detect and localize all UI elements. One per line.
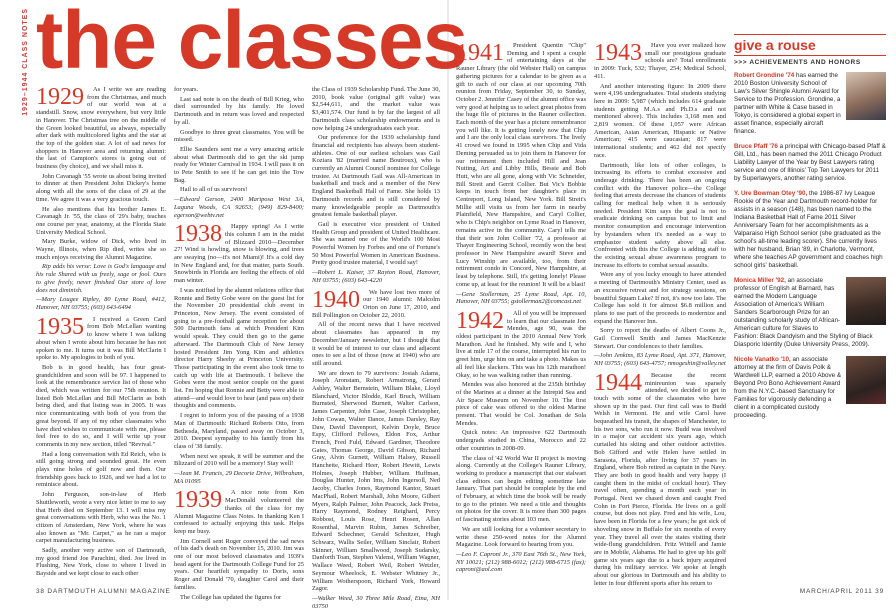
class-1935-text3: Had a long conversation with Ed Reich, who is still going strong and sounded great. He even plays nine holes of golf now and then. Our friendship goes back to 1926, and we had a lot to reminisce about. <box>36 450 166 489</box>
col5-text2: And another interesting figure: In 2009 there were 4,196 undergraduates. Total students studying here in 2009: 5,987 (which includes 614 graduate students getting M.A.s and Ph.D.s and not mentioned above). This includes 3,168 men and 2,819 women. Of these 1,057 were African American, Asian American, Hispanic or Native American; 415 were caucasian; 817 were international students; and 462 did not specify race. <box>594 82 726 159</box>
achievement-text: has earned the 2010 Boston University School of Law's Silver Shingle Alumni Award for Service to the Profession. Grondine, a partner with White & Case based in Tokyo, is considered a global expert in asset finance, especially aircraft finance. <box>734 72 841 135</box>
col3-signature2: —Walker Weed, 30 Three Mile Road, Etna, NH 03750 <box>312 595 440 610</box>
class-1935-text: I received a Green Card from Bob McLellan wanting to know where I was talking about when I wrote about him because he has not spoken to me. It turns out it was Bill McClarin I spoke to. My apologies to both of you. <box>36 315 166 362</box>
col3-text4: We have lost two more of our 1940 alumni: Malcolm Orton on June 17, 2010, and Bill Pollington on October 22, 2010. <box>312 288 440 319</box>
achievement-entry <box>734 190 886 270</box>
achievements-sidebar <box>734 34 886 574</box>
col2-signature2: —Jean M. Francis, 29 Decorie Drive, Wilbraham, MA 01095 <box>174 470 304 485</box>
col3-signature: —Robert L. Kaiser, 37 Rayton Road, Hanover, NH 03755; (603) 643-4220 <box>312 269 440 284</box>
class-1929-poem: Rip adds his verse: Love is God's language and his rule Shared with us freely, sage or fool. Ours to give freely, never finished Our store of love does not diminish. <box>36 263 166 294</box>
column-5 <box>594 40 726 587</box>
col5-text4: Were any of you lucky enough to have attended a meeting of Dartmouth's Ministry Center, used as an excessive retreat and for strategy sessions, on beautiful Squam Lake? If not, it's now too late. The College has sold it for almost $6.8 million and plans to use part of the proceeds to modernize and expand the Hanover Inn. <box>594 271 726 325</box>
folio-left: 38 DARTMOUTH ALUMNI MAGAZINE <box>36 588 171 595</box>
col2-text12: The College has updated the figures for <box>180 593 282 601</box>
col2-text4: Ellie Saunders sent me a very amazing article about what Dartmouth did to get the ski jump ready for Winter Carnival in 1934. I will pass it on to Pete Smith to see if he can get into the Tow Bag. <box>174 145 304 184</box>
col2-text8: I regret to inform you of the passing of a 1938 Man of Dartmouth: Richard Roberts Otto, from Bethesda, Maryland, passed away on October 3, 2010. Deepest sympathy to his family from his class of '38 family. <box>174 412 304 450</box>
class-1935-text2: Bob is in good health, has four great-grandchildren and soon will be 97. I happened to look at the remembrance service list of those who died, which was written for our 75th reunion. It listed Bob McLellan and Bill McClarin as both being died, and that listing was in 2005. It was nice communicating with both of you from the great beyond. If any of my other classmates who have died wishes to communicate with me, please feel free to do so, and I will write up your comments in my new section, titled "Revival." <box>36 363 166 448</box>
col5-text5: Sorry to report the deaths of Albert Coons Jr., Gail Cornwell Smith and James MacKenzie Stewart. Our condolences to their families. <box>594 327 726 350</box>
portrait-photo <box>846 72 886 120</box>
column-4 <box>456 42 586 582</box>
sidebar-subheading: >>> ACHIEVEMENTS AND HONORS <box>734 59 861 66</box>
col5-text3: Dartmouth, like lots of other colleges, is increasing its efforts to combat excessive and underage drinking. There has been an ongoing conflict with the Hanover police—the College feeling that arrests decrease the chances of students calling for medical help when it is seriously needed. President Kim says the goal is not to eradicate drinking on campus but to limit and monitor consumption and encourage intervention by bystanders when it's needed as a way to emphasize student safety above all else. Confronted with this the College is adding staff to the existing sexual abuse awareness program to increase its efforts to combat sexual assaults. <box>594 161 726 269</box>
class-year-1943: 1943 <box>594 40 642 66</box>
col4-signature: —Gene Stollerman, 25 Lyme Road, Apt. 10, Hanover, NH 03755; gstollerman2@comcast.net <box>456 290 586 306</box>
col2-text7: I was notified by the alumni relations office that Ronnie and Betty Gobe were on the guest list for the November 20 presidential club event in Princeton, New Jersey. The event consisted of going to a pre-football game reception for about 500 Dartmouth fans at which President Kim would speak. They could then go to the game afterward. The Dartmouth Club of New Jersey hosted President Jim Yong Kim and athletics director Harry Sheehy at Princeton University. Those participating in the event also took time to catch up with life at Dartmouth. I believe the Gobes were the most senior couple on the guest list. I'm hoping that Ronnie and Betty were able to attend—and would love to hear (and pass on) their thoughts and comments. <box>174 286 304 410</box>
achievement-entry <box>734 143 886 183</box>
col4-text6: We are still looking for a volunteer secretary to write these 250-word notes for the Alumni Magazine. Look forward to hearing from you. <box>456 525 586 549</box>
col2-text11: Jim Cornell sent Roger conveyed the sad news of his dad's death on November 15, 2010. Jim was one of our most beloved classmates and 1939's head agent for the Dartmouth College Fund for 25 years. Our heartfelt sympathy to Doris, sons Roger and Donald '70, daughter Carol and their families. <box>174 537 304 591</box>
achievement-name: Robert Grondine '74 <box>734 72 795 79</box>
col4-text: President Quentin "Chip" Deming and I spent a couple of entertaining days at the Rauner Library (the old Webster Hall) on campus gathering pictures for a calendar to be given as a gift to each of our class at our upcoming 70th reunion from Friday, September 30, to Sunday, October 2. Jennifer Casey of the alumni office was very good at helping us to select great photos from the huge file of pictures in the Rauner collection. Each month of the year has a picture remembrance you will like. It is getting lonely now that Chip and I are the only local class survivors. The lively 41 crowd we found in 1995 when Chip and Vida Deming persuaded us to join them in Hanover for our retirement then included Hill and Jean Nutting, Art and Libby Hills, Bessie and Bob Hutt, who are all gone, along with Vic Schneider, Bill Streit and Gerrit Collier. But Vic's Bobbie keeps in touch from her daughter's place in Centreport, Long Island, New York. Bill Streit's Millie still visits us from her farm in nearby Plainfield, New Hampshire, and Caryl Collier, who is Chip's neighbor on Lyme Road in Hanover, remains active in the community. Caryl tells me that their son John Collier '72, a professor at Thayer Engineering School, recently won the best professor in New Hampshire award! Steve and Lucy Winship are available, too, from their retirement condo in Concord, New Hampshire, at least by telephone. Still, it's getting lonely! Please come up, at least for the reunion! It will be a blast! <box>456 42 586 288</box>
achievement-name: Y. Ure Bowman Otey '90, <box>734 190 808 197</box>
col4-text4: Quick notes: An impressive 622 Dartmouth undergrads studied in China, Morocco and 22 other countries in 2008-09. <box>456 429 586 452</box>
achievement-entry <box>734 72 886 136</box>
achievement-entry <box>734 277 886 349</box>
class-year-1941: 1941 <box>456 40 504 66</box>
col2-text3: Goodbye to three great classmates. You will be missed. <box>174 128 304 144</box>
achievement-name: Monica Miller '92, <box>734 277 786 284</box>
class-year-1939: 1939 <box>174 487 222 514</box>
class-year-1935: 1935 <box>36 313 84 340</box>
folio-right: MARCH/APRIL 2011 39 <box>799 588 884 595</box>
class-1929-text3: He also mentions that his brother James E. Cavanagh Jr. '55, the class of '29's baby, teaches one course per year, anatomy, at the Florida State University Medical School. <box>36 205 166 236</box>
portrait-photo <box>846 277 886 325</box>
page-title: the classes <box>36 0 468 86</box>
column-1 <box>36 86 166 582</box>
col2-text5: Hail to all of us survivors! <box>180 186 248 194</box>
class-1935-text5: Sadly, another very active son of Dartmouth, my good friend Joe Parachini, died. Joe lived in Flushing, New York, close to where I lived in Bayside and we kept close to each other <box>36 547 166 578</box>
col5-text6: Because the recent minireunion was sparsely attended, we decided to get in touch with some of the classmates who have shown up in the past. Our first call was to Budd Welsh in Vermont. He and wife Carol have bequeathed his transit, the shapes of Manchester, to his two sons, who run it now. Budd was involved in a major car accident six years ago, which curtailed his skiing and other outdoor activities. Bob Gifford and wife Helen have settled in Sarasota, Florida, after living for 37 years in England, where Bob retired as captain in the Navy. They are both in good health and very happy (I caught them in the midst of cocktail hour). They travel often, spending a month each year in Portugal. Next we chased down and caught Fred Cohn in Fort Pierce, Florida. He lives on a golf course, but does not play. Fred and his wife, Lou, have been in Florida for a few years; he got sick of shoveling snow in Buffalo for six months of every year. They travel all over the states visiting their wide-flung grandchildren. Fritz Wittell and Jamie are in Mobile, Alabama. He had to give up his golf game six years ago due to a back injury acquired during his military service. We spoke at length about our glorious in Dartmouth and his ability to letter in four different sports after his return to <box>594 371 726 587</box>
col3-text3: Gail is executive vice president of United Health Group and president of United Healthcare. She was named one of the World's 100 Most Powerful Women by Forbes and one of Fortune's 50 Most Powerful Women in American Business. Pretty good trustee material, I would say! <box>312 220 440 267</box>
achievement-entry <box>734 356 886 420</box>
col2-text6: Happy spring! As I write this column I am in the midst of Blizzard 2010—December 27! Wind is howling, snow is blowing, and trees are swaying (no—it's not Miami)! It's a cold day in New England and, for that matter, parts South. Snowbirds in Florida are feeling the effects of old man winter. <box>174 223 304 285</box>
class-1929-text2: John Cavanagh '55 wrote us about being invited to dinner at then President John Dickey's home along with all the sons of the class of 29 at the time. We agree it was a very gracious touch. <box>36 172 166 203</box>
class-year-1940: 1940 <box>312 286 360 313</box>
col5-text: Have you ever realized how small our prestigious graduate schools are? Total enrollments in 2009: Tuck, 532; Thayer, 254; Medical School, 411. <box>594 42 726 80</box>
col2-text9: When next we speak, it will be summer and the Blizzard of 2010 will be a memory! Stay well! <box>174 452 304 468</box>
class-year-1929: 1929 <box>36 84 84 110</box>
achievement-name: Nicole Vanatko '10, <box>734 356 791 363</box>
col3-text5: All of the recent news that I have received about classmates has appeared in my December/January newsletter, but I thought that it would be of interest to our class and adjacent ones to see a list of those (now at 1940) who are still around. <box>312 321 440 367</box>
col2-text2: Last sad note is on the death of Bill Krieg, who died surrounded by his family. He loved Dartmouth and in return was loved and respected by all. <box>174 95 304 126</box>
achievement-name: Bruce Pfaff '76 <box>734 143 778 150</box>
col4-text2: All of you will be impressed to learn that our classmate Jon Mendes, age 90, was the oldest participant in the 2010 Annual New York Marathon. And he finished. My wife and I, who live at mile 17 of the course, interrupted his run to greet him, urge him on and take a photo. Makes us all feel like slackers. This was his 12th marathon! Okay, so he was walking rather than running. <box>456 309 586 379</box>
col3-text6: We are down to 79 survivors: Josiah Adams, Joseph Aronstam, Robert Armstrong, Gerard Ashley, Walter Bernstein, William Blake, Lloyd Blanchard, Victor Blodde, Karl Bruch, William Burnsted, Sherwood Burnett, Walter Carlson, James Carpenter, John Case, Joseph Christopher, John Cowan, Walter Dance, James Darsley, Ray Daw, David Davenport, Kelvin Doyle, Bruce Espy, Clifford Fellows, Eldon Fox, Arthur French, Fred Fuld, Edward Gardiner, Theodore Gates, Thomas George, David Gibson, Richard Gray, Alvin Gurnett, William Halsey, Russell Hanchette, Richard Heer, Robert Hewitt, Lewis Holmes, Joseph Hubber, William Huffman, Douglas Hunter, John Ims, John Ingersoll, Ned Jacoby, Charles Jones, Raymond Kantor, Stuart MacPhail, Robert Marshall, John Moore, Gilbert Myers, Ralph Palmer, John Peacock, Jack Preiss, Harry Raymond, Rodney Reighard, Percy Robbost, Louis Rose, Henri Rosen, Allan Rosenthal, Marvin Rubin, James Schreiber, Edward Schechner, Gerald Schnitzer, Hugh Schwarz, Wallis Seiler, William Sinclair, Robert Skinner, William Smallwood, Joseph Sudarsky, Danforth Toan, Stephen Valensi, William Wagner, Wallace Weed, Robert Weil, Robert Wetzler, Seymour Wheelock, E. Webster Whitney Jr., William Wotherspoon, Richard York, Howard Zagor. <box>312 369 440 593</box>
achievement-text: an associate professor of English at Barnard, has earned the Modern Language Association of America's William Sanders Scarborough Prize for an outstanding scholarly study of African-American culture for Slaves to Fashion: Black Dandyism and the Styling of Black Diasporic Identity (Duke University Press, 2009). <box>734 277 873 348</box>
col4-signature2: —Leo F. Caproni Jr., 370 East 76th St., New York, NY 10021; (212) 988-6012; (212) 988-6715 (fax); caproni@aol.com <box>456 551 586 574</box>
achievement-text: the 1986-87 Ivy League Rookie of the Year and Dartmouth record-holder for assists in a season (148), has been named to the Indiana Basketball Hall of Fame 2011 Silver Anniversary Team for her accomplishments as a Valparaiso High School senior (she graduated as the school's all-time leading scorer). She currently lives with her husband, Brian '89, in Charlotte, Vermont, where she teaches AP government and coaches high school girls' basketball. <box>734 190 883 269</box>
col2-text: for years. <box>174 86 199 93</box>
col2-signature: —Edward Gerson, 2400 Mariposa West 3A, Laguna Woods, CA 92653; (949) 829-8400; egerson@webtv.net <box>174 196 304 219</box>
class-year-1944: 1944 <box>594 369 642 396</box>
achievement-text: a principal with Chicago-based Pfaff & Gill, Ltd., has been named the 2011 Chicago Product Liability Lawyer of the Year by Best Lawyers rating service and one of Illinois' Top Ten Lawyers for 2011 by Superlawyers, another rating service. <box>734 143 886 182</box>
achievement-text: an associate attorney at the firm of Davis Polk & Wardwell LLP, earned a 2010 Above & Beyond Pro Bono Achievement Award from the N.Y.C.-based Sanctuary for Families for vigorously defending a client in a complicated custody proceeding. <box>734 356 842 419</box>
col4-text5: The class of '42 World War II project is moving along. Currently at the College's Rauner Library, working to produce a manuscript that our stalwart class editors can begin editing sometime late January. That part should be complete by the end of February, at which time the book will be ready to go to the printer. We need a title and thoughts on photos for the cover. It is more than 300 pages of fascinating stories about 103 men. <box>456 454 586 524</box>
col5-signature: —John Jenkins, 83 Lyme Road, Apt. 371, Hanover, NH 03755; (603) 643-4757; nmogeshin@valley.net <box>594 352 726 368</box>
section-label: 1929–1944 CLASS NOTES <box>22 8 29 116</box>
page-gutter <box>447 0 449 600</box>
class-1935-text4: John Ferguson, son-in-law of Herb Shuttleworth, wrote a very nice letter to me to say that Herb died on September 13. I will miss my great conversations with Herb, who was the No. 1 citizen of Amsterdam, New York, where he was also known as "Mr. Carpet," as he ran a major carpet manufacturing business. <box>36 491 166 545</box>
sidebar-heading: give a rouse <box>734 34 886 56</box>
class-1929-signature: —Mary Lougee Ripley, 80 Lyme Road, #412, Hanover, NH 03755; (603) 643-6494 <box>36 296 166 311</box>
column-2 <box>174 86 304 601</box>
class-year-1938: 1938 <box>174 221 222 248</box>
col3-text2: Our preference for the 1939 scholarship fund financial aid recipients has always been student-athletes. One of our earliest scholars was Gail Koziara '82 (married name Boutroux), who is currently an Alumni Council nominee for College trustee. At Dartmouth Gail was All-American in basketball and track and a member of the New England Basketball Hall of Fame. She holds 13 Dartmouth records and is still considered by many knowledgeable people as Dartmouth's greatest female basketball player. <box>312 134 440 219</box>
col4-text3: Mendes was also honored at the 235th birthday of the Marines at a dinner at the Intrepid Sea and Air Space Museum on November 10. The first piece of cake was offered to the oldest Marine present. That would be Col. Jonathan de Sola Mendes. <box>456 381 586 427</box>
class-year-1942: 1942 <box>456 307 504 334</box>
col3-text: the Class of 1939 Scholarship Fund. The June 30, 2010, book value (original gift value) was $2,544,611, and the market value was $3,401,574. Our fund is by far the largest of all Dartmouth class scholarship endowments and is now helping 24 undergraduates each year. <box>312 86 440 132</box>
class-1929-text4: Mary Burke, widow of Dick, who lived in Wayne, Illinois, when Rip died, writes she so much enjoys receiving the Alumni Magazine. <box>36 238 166 261</box>
portrait-photo <box>846 356 886 404</box>
class-1929-text: As I write we are reading from the Christmas, and much of our world was at a standstill. Snow, snow everywhere, but very little in Hanover. The Christmas tree on the middle of the Green looked beautiful, as always, especially after dark with multicolored lights and the star at the top of the golden star. A lot of sad news for shoppers in Hanover area and returning alumni: the last of Campion's stores is going out of business (by choice), and we shall miss it. <box>36 86 166 171</box>
column-3 <box>312 86 440 610</box>
col2-text10: A nice note from Ken MacDonald volunteered the thanks of the class for my Alumni Magazine Class Notes. In thanking Ken I confessed to actually enjoying this task. Helps keep me busy. <box>174 489 304 535</box>
